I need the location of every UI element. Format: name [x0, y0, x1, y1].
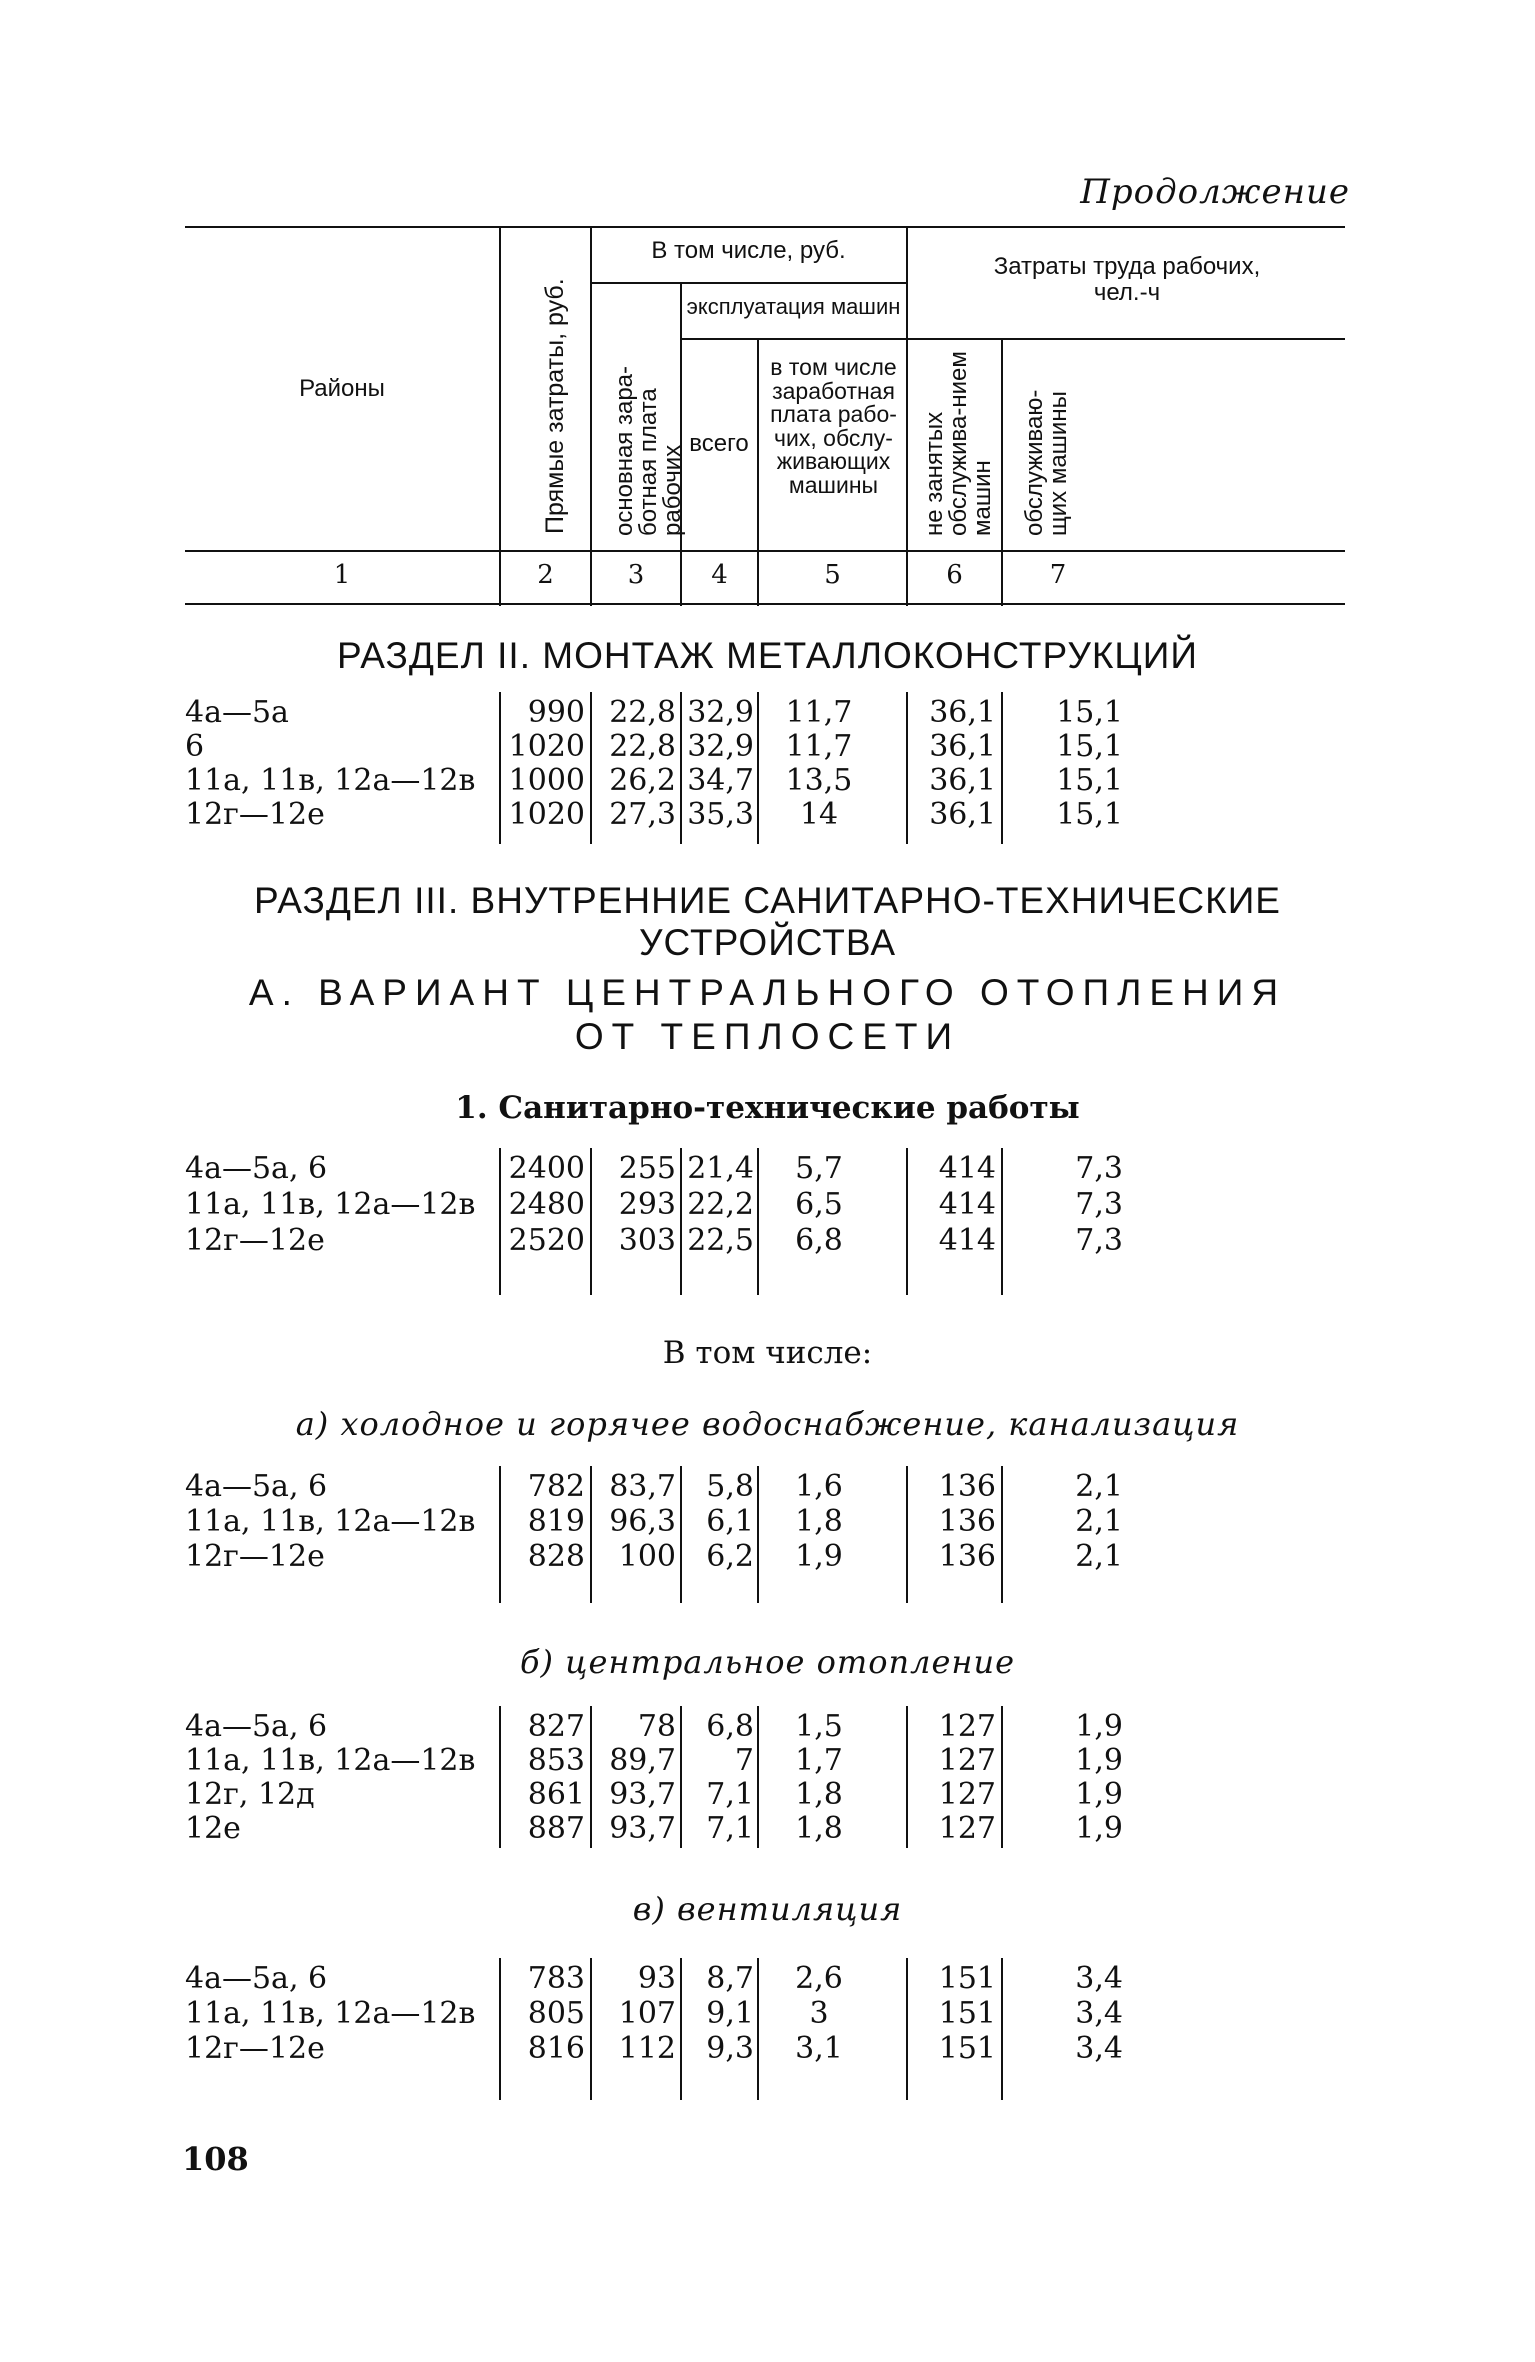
cell-base-wages: 26,2	[609, 763, 676, 798]
cell-base-wages: 93,7	[609, 1811, 676, 1846]
cell-base-wages: 27,3	[609, 797, 676, 832]
cell-direct-costs: 828	[527, 1539, 585, 1574]
cell-labor-serving: 1,9	[1075, 1709, 1123, 1744]
cell-base-wages: 22,8	[609, 729, 676, 764]
table-row	[185, 696, 1345, 730]
header-not-serving: не занятых обслужива-нием машин	[921, 351, 996, 536]
table-row	[185, 1224, 1345, 1258]
section-2-rows	[185, 692, 1345, 852]
cell-machine-wages: 11,7	[785, 729, 853, 764]
header-machine-operation: эксплуатация машин	[686, 294, 901, 319]
cell-machine-total: 9,1	[706, 1996, 754, 2031]
cell-direct-costs: 827	[527, 1709, 585, 1744]
subsection-c-title: в) вентиляция	[632, 1890, 903, 1928]
col-number-5: 5	[824, 560, 841, 590]
cell-direct-costs: 1020	[508, 797, 585, 832]
cell-direct-costs: 853	[527, 1743, 585, 1778]
cell-region: 4а—5а	[185, 695, 289, 730]
cell-machine-wages: 3	[809, 1996, 829, 2031]
cell-direct-costs: 1020	[508, 729, 585, 764]
cell-region: 11а, 11в, 12а—12в	[185, 1504, 476, 1539]
cell-labor-not-serving: 127	[938, 1709, 996, 1744]
cell-labor-serving: 15,1	[1056, 695, 1123, 730]
cell-machine-wages: 2,6	[795, 1961, 843, 1996]
cell-region: 4а—5а, 6	[185, 1151, 328, 1186]
sanitary-works-rows	[185, 1148, 1345, 1303]
cell-machine-total: 22,5	[687, 1223, 754, 1258]
cell-base-wages: 107	[618, 1996, 676, 2031]
subtitle-sanitary-works: 1. Санитарно-технические работы	[455, 1090, 1080, 1126]
table-row	[185, 798, 1345, 832]
cell-labor-serving: 3,4	[1075, 1961, 1123, 1996]
header-direct-costs: Прямые затраты, руб.	[541, 278, 569, 534]
cell-machine-wages: 5,7	[795, 1151, 843, 1186]
cell-direct-costs: 887	[527, 1811, 585, 1846]
cell-region: 4а—5а, 6	[185, 1709, 328, 1744]
cell-base-wages: 255	[618, 1151, 676, 1186]
cell-region: 6	[185, 729, 205, 764]
table-row	[185, 1962, 1345, 1996]
cell-machine-wages: 1,8	[795, 1811, 843, 1846]
col-number-7: 7	[1049, 560, 1067, 590]
header-labor-costs: Затраты труда рабочих, чел.-ч	[993, 253, 1261, 306]
cell-direct-costs: 805	[527, 1996, 585, 2031]
cell-machine-total: 9,3	[706, 2031, 754, 2066]
table-header	[185, 226, 1345, 606]
cell-labor-not-serving: 36,1	[929, 763, 996, 798]
cell-labor-not-serving: 36,1	[929, 695, 996, 730]
header-total: всего	[689, 430, 749, 457]
cell-direct-costs: 990	[527, 695, 585, 730]
section-3-title-line2: УСТРОЙСТВА	[638, 922, 897, 963]
cell-base-wages: 293	[618, 1187, 676, 1222]
table-row	[185, 2032, 1345, 2066]
cell-region: 12г—12е	[185, 1539, 325, 1574]
cell-machine-total: 22,2	[687, 1187, 754, 1222]
cell-machine-wages: 13,5	[785, 763, 853, 798]
cell-machine-wages: 1,7	[795, 1743, 843, 1778]
cell-labor-serving: 15,1	[1056, 763, 1123, 798]
table-row	[185, 1470, 1345, 1504]
header-including: В том числе, руб.	[651, 237, 846, 264]
section-3-title-line1: РАЗДЕЛ III. ВНУТРЕННИЕ САНИТАРНО-ТЕХНИЧЕСКИЕ	[254, 880, 1281, 921]
cell-labor-not-serving: 414	[938, 1223, 996, 1258]
col-number-3: 3	[627, 560, 645, 590]
cell-direct-costs: 816	[527, 2031, 585, 2066]
table-row	[185, 1997, 1345, 2031]
continuation-label: Продолжение	[1080, 172, 1350, 212]
cell-labor-not-serving: 414	[938, 1151, 996, 1186]
including-label: В том числе:	[662, 1335, 873, 1371]
cell-base-wages: 22,8	[609, 695, 676, 730]
subsection-b-title: б) центральное отопление	[519, 1643, 1016, 1681]
cell-machine-wages: 6,8	[795, 1223, 843, 1258]
cell-base-wages: 112	[618, 2031, 676, 2066]
cell-machine-total: 7,1	[706, 1811, 754, 1846]
table-row	[185, 1152, 1345, 1186]
cell-region: 11а, 11в, 12а—12в	[185, 1187, 476, 1222]
cell-region: 11а, 11в, 12а—12в	[185, 763, 476, 798]
cell-machine-total: 32,9	[687, 729, 754, 764]
cell-machine-wages: 14	[799, 797, 839, 832]
table-row	[185, 1188, 1345, 1222]
cell-labor-not-serving: 127	[938, 1777, 996, 1812]
cell-region: 12г—12е	[185, 1223, 325, 1258]
col-number-1: 1	[333, 560, 351, 590]
cell-machine-total: 35,3	[687, 797, 754, 832]
cell-machine-wages: 1,6	[795, 1469, 843, 1504]
table-row	[185, 1505, 1345, 1539]
cell-machine-wages: 6,5	[795, 1187, 843, 1222]
cell-machine-total: 6,2	[706, 1539, 754, 1574]
header-regions: Районы	[299, 375, 385, 402]
section-2-title: РАЗДЕЛ II. МОНТАЖ МЕТАЛЛОКОНСТРУКЦИЙ	[337, 635, 1198, 676]
cell-machine-wages: 1,5	[795, 1709, 843, 1744]
subsection-a-title: а) холодное и горячее водоснабжение, канализация	[295, 1405, 1240, 1443]
cell-base-wages: 93,7	[609, 1777, 676, 1812]
cell-direct-costs: 2400	[508, 1151, 585, 1186]
col-number-2: 2	[537, 560, 554, 590]
variant-title-line1: А. ВАРИАНТ ЦЕНТРАЛЬНОГО ОТОПЛЕНИЯ	[248, 972, 1287, 1013]
cell-labor-not-serving: 151	[938, 1961, 996, 1996]
cell-machine-total: 34,7	[687, 763, 754, 798]
cell-labor-not-serving: 151	[938, 2031, 996, 2066]
cell-direct-costs: 2520	[508, 1223, 585, 1258]
table-row	[185, 1744, 1345, 1778]
cell-direct-costs: 2480	[508, 1187, 585, 1222]
cell-direct-costs: 819	[527, 1504, 585, 1539]
cell-labor-serving: 1,9	[1075, 1777, 1123, 1812]
cell-direct-costs: 861	[527, 1777, 585, 1812]
cell-labor-not-serving: 414	[938, 1187, 996, 1222]
table-row	[185, 730, 1345, 764]
cell-base-wages: 78	[637, 1709, 676, 1744]
col-number-6: 6	[946, 560, 963, 590]
cell-region: 12г, 12д	[185, 1777, 315, 1812]
cell-labor-not-serving: 127	[938, 1743, 996, 1778]
subsection-c-rows	[185, 1958, 1345, 2108]
table-row	[185, 1540, 1345, 1574]
table-row	[185, 764, 1345, 798]
cell-labor-serving: 2,1	[1075, 1469, 1123, 1504]
table-row	[185, 1778, 1345, 1812]
cell-machine-wages: 1,8	[795, 1504, 843, 1539]
cell-direct-costs: 782	[527, 1469, 585, 1504]
cell-base-wages: 89,7	[609, 1743, 676, 1778]
cell-labor-not-serving: 136	[938, 1539, 996, 1574]
cell-labor-serving: 7,3	[1075, 1223, 1123, 1258]
cell-machine-wages: 11,7	[785, 695, 853, 730]
table-row	[185, 1710, 1345, 1744]
cell-base-wages: 100	[618, 1539, 676, 1574]
cell-region: 4а—5а, 6	[185, 1469, 328, 1504]
table-row	[185, 1812, 1345, 1846]
cell-direct-costs: 1000	[508, 763, 585, 798]
cell-labor-not-serving: 151	[938, 1996, 996, 2031]
header-base-wages: основная зара-ботная плата рабочих	[611, 365, 686, 536]
header-serving: обслуживаю-щих машины	[1021, 389, 1072, 536]
cell-labor-serving: 1,9	[1075, 1811, 1123, 1846]
cell-machine-total: 32,9	[687, 695, 754, 730]
cell-region: 11а, 11в, 12а—12в	[185, 1996, 476, 2031]
cell-machine-total: 6,1	[706, 1504, 754, 1539]
cell-machine-wages: 1,9	[795, 1539, 843, 1574]
cell-labor-serving: 3,4	[1075, 2031, 1123, 2066]
cell-base-wages: 93	[637, 1961, 676, 1996]
subsection-a-rows	[185, 1466, 1345, 1611]
cell-labor-serving: 15,1	[1056, 797, 1123, 832]
cell-machine-wages: 1,8	[795, 1777, 843, 1812]
cell-labor-serving: 2,1	[1075, 1504, 1123, 1539]
cell-labor-not-serving: 127	[938, 1811, 996, 1846]
page-number: 108	[182, 2140, 249, 2178]
cell-region: 12е	[185, 1811, 241, 1846]
cell-base-wages: 303	[618, 1223, 676, 1258]
cell-machine-total: 7,1	[706, 1777, 754, 1812]
cell-labor-serving: 2,1	[1075, 1539, 1123, 1574]
cell-machine-total: 5,8	[706, 1469, 754, 1504]
cell-base-wages: 83,7	[609, 1469, 676, 1504]
cell-direct-costs: 783	[527, 1961, 585, 1996]
cell-labor-not-serving: 36,1	[929, 729, 996, 764]
cell-labor-not-serving: 136	[938, 1469, 996, 1504]
cell-labor-not-serving: 136	[938, 1504, 996, 1539]
cell-machine-total: 6,8	[706, 1709, 754, 1744]
cell-labor-serving: 7,3	[1075, 1151, 1123, 1186]
col-number-4: 4	[711, 560, 728, 590]
cell-machine-total: 8,7	[706, 1961, 754, 1996]
cell-region: 12г—12е	[185, 797, 325, 832]
cell-labor-serving: 15,1	[1056, 729, 1123, 764]
cell-base-wages: 96,3	[609, 1504, 676, 1539]
cell-labor-serving: 7,3	[1075, 1187, 1123, 1222]
header-incl-wages: в том числе заработная плата рабо-чих, обслу-живающих машины	[770, 354, 897, 498]
cell-machine-total: 21,4	[687, 1151, 754, 1186]
cell-labor-serving: 1,9	[1075, 1743, 1123, 1778]
cell-region: 12г—12е	[185, 2031, 325, 2066]
cell-machine-wages: 3,1	[795, 2031, 843, 2066]
cell-labor-serving: 3,4	[1075, 1996, 1123, 2031]
cell-region: 4а—5а, 6	[185, 1961, 328, 1996]
cell-machine-total: 7	[734, 1743, 754, 1778]
cell-labor-not-serving: 36,1	[929, 797, 996, 832]
variant-title-line2: ОТ ТЕПЛОСЕТИ	[574, 1016, 961, 1057]
cell-region: 11а, 11в, 12а—12в	[185, 1743, 476, 1778]
subsection-b-rows	[185, 1706, 1345, 1856]
